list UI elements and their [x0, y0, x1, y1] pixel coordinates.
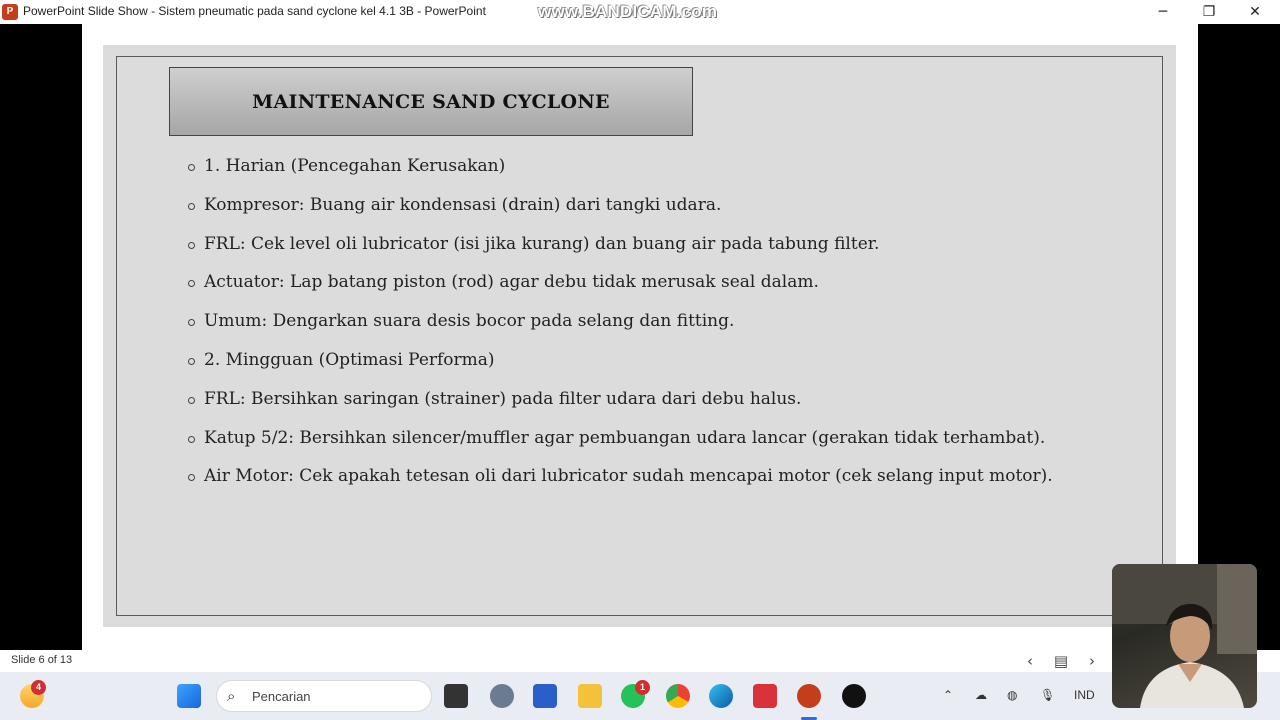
bullet-icon — [188, 164, 195, 171]
slide-menu-icon[interactable]: ▤ — [1053, 652, 1069, 670]
search-icon: ⌕ — [227, 687, 236, 705]
bullet-icon — [188, 203, 195, 210]
chevron-up-icon[interactable]: ⌃ — [943, 688, 954, 702]
bullet-icon — [188, 436, 195, 443]
bullet-item — [186, 385, 1066, 413]
close-button[interactable]: ✕ — [1249, 4, 1261, 20]
bullet-icon — [188, 397, 195, 404]
bullet-icon — [188, 319, 195, 326]
task-view-icon[interactable] — [444, 684, 468, 708]
bullet-text: 1. Harian (Pencegahan Kerusakan) — [204, 156, 506, 176]
bullet-text: FRL: Cek level oli lubricator (isi jika kurang) dan buang air pada tabung filter. — [204, 233, 880, 254]
bandicam-watermark: www.BANDICAM.com — [538, 2, 718, 21]
bullet-item — [186, 424, 1066, 452]
windows-taskbar — [0, 672, 1280, 720]
slide-indicator: Slide 6 of 13 — [11, 654, 73, 666]
minimize-button[interactable]: ─ — [1158, 4, 1168, 20]
microphone-icon[interactable]: 🎙 — [1040, 688, 1056, 702]
bullet-list — [186, 152, 1066, 501]
bullet-text: Actuator: Lap batang piston (rod) agar debu tidak merusak seal dalam. — [204, 272, 819, 293]
file-explorer-icon[interactable] — [578, 684, 602, 708]
bullet-icon — [188, 242, 195, 249]
chevron-left-icon[interactable]: ‹ — [1027, 652, 1033, 670]
bullet-item — [186, 346, 1066, 374]
powerpoint-taskbar-icon[interactable] — [797, 684, 821, 708]
restore-button[interactable]: ❐ — [1202, 4, 1216, 20]
chrome-icon[interactable] — [666, 684, 690, 708]
bullet-text: Umum: Dengarkan suara desis bocor pada selang dan fitting. — [204, 311, 735, 332]
bullet-icon — [188, 358, 195, 365]
chevron-right-icon[interactable]: › — [1089, 652, 1095, 670]
settings-gear-icon[interactable] — [490, 684, 514, 708]
bullet-item — [186, 230, 1066, 258]
bullet-icon — [188, 280, 195, 287]
wps-office-icon[interactable] — [753, 684, 777, 708]
bullet-item — [186, 462, 1066, 490]
whatsapp-badge: 1 — [635, 680, 650, 695]
microsoft-store-icon[interactable] — [533, 684, 557, 708]
weather-badge: 4 — [31, 680, 46, 695]
bullet-text: 2. Mingguan (Optimasi Performa) — [204, 349, 495, 370]
bullet-text: Air Motor: Cek apakah tetesan oli dari lubricator sudah mencapai motor (cek selang input motor). — [204, 466, 1053, 487]
bullet-icon — [188, 474, 195, 481]
window-title-bar — [0, 0, 1280, 24]
slide-title-box — [169, 67, 693, 136]
slideshow-status-bar — [0, 650, 1280, 672]
window-title: PowerPoint Slide Show - Sistem pneumatic pada sand cyclone kel 4.1 3B - PowerPoint — [23, 4, 486, 18]
bullet-text: FRL: Bersihkan saringan (strainer) pada filter udara dari debu halus. — [204, 388, 802, 409]
bullet-item — [186, 152, 1066, 180]
onedrive-cloud-icon[interactable]: ☁ — [975, 688, 987, 702]
bullet-item — [186, 268, 1066, 296]
slide-title: MAINTENANCE SAND CYCLONE — [252, 90, 610, 113]
language-indicator[interactable]: IND — [1074, 688, 1095, 702]
webcam-person-image — [1112, 564, 1257, 708]
network-icon[interactable]: ◍ — [1007, 688, 1018, 702]
powerpoint-app-icon: P — [2, 4, 18, 20]
bandicam-record-icon[interactable] — [842, 684, 866, 708]
bullet-text: Katup 5/2: Bersihkan silencer/muffler agar pembuangan udara lancar (gerakan tidak terhambat). — [204, 427, 1046, 448]
bullet-item — [186, 191, 1066, 219]
webcam-overlay — [1112, 564, 1257, 708]
windows-start-icon[interactable] — [177, 684, 201, 708]
search-placeholder: Pencarian — [252, 689, 311, 704]
edge-icon[interactable] — [709, 684, 733, 708]
taskbar-search-box[interactable] — [216, 680, 432, 712]
bullet-item — [186, 307, 1066, 335]
bullet-text: Kompresor: Buang air kondensasi (drain) dari tangki udara. — [204, 194, 722, 215]
